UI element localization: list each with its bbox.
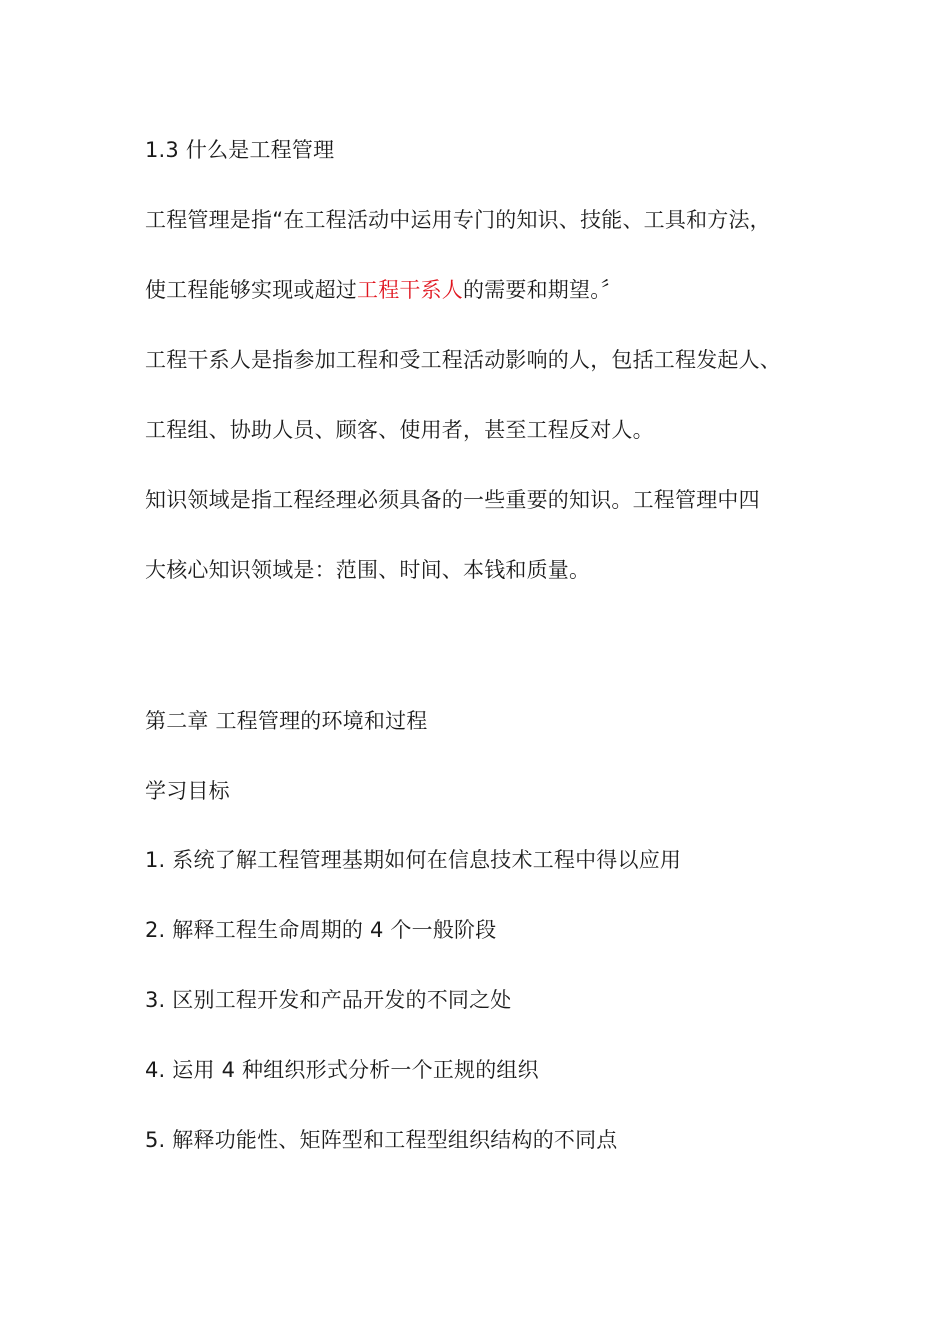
objective-item: 2. 解释工程生命周期的 4 个一般阶段 bbox=[145, 918, 497, 942]
objectives-heading: 学习目标 bbox=[145, 779, 230, 803]
para1-line2 bbox=[145, 275, 622, 305]
chapter-title: 第二章 工程管理的环境和过程 bbox=[145, 709, 428, 733]
section-heading: 1.3 什么是工程管理 bbox=[145, 138, 335, 162]
para1-line1: 工程管理是指“在工程活动中运用专门的知识、技能、工具和方法， bbox=[145, 208, 771, 232]
para3-line2: 大核心知识领域是：范围、时间、本钱和质量。 bbox=[145, 558, 591, 582]
para3-line1: 知识领域是指工程经理必须具备的一些重要的知识。工程管理中四 bbox=[145, 488, 760, 512]
objective-item: 1. 系统了解工程管理基期如何在信息技术工程中得以应用 bbox=[145, 848, 682, 872]
para2-line2: 工程组、协助人员、顾客、使用者，甚至工程反对人。 bbox=[145, 418, 654, 442]
para1-line2-after: 的需要和期望。〞 bbox=[463, 278, 623, 302]
stakeholder-highlight: 工程干系人 bbox=[357, 278, 463, 302]
objective-item: 3. 区别工程开发和产品开发的不同之处 bbox=[145, 988, 512, 1012]
objective-item: 5. 解释功能性、矩阵型和工程型组织结构的不同点 bbox=[145, 1128, 618, 1152]
para1-line2-before: 使工程能够实现或超过 bbox=[145, 278, 357, 302]
para2-line1: 工程干系人是指参加工程和受工程活动影响的人，包括工程发起人、 bbox=[145, 348, 781, 372]
objective-item: 4. 运用 4 种组织形式分析一个正规的组织 bbox=[145, 1058, 539, 1082]
